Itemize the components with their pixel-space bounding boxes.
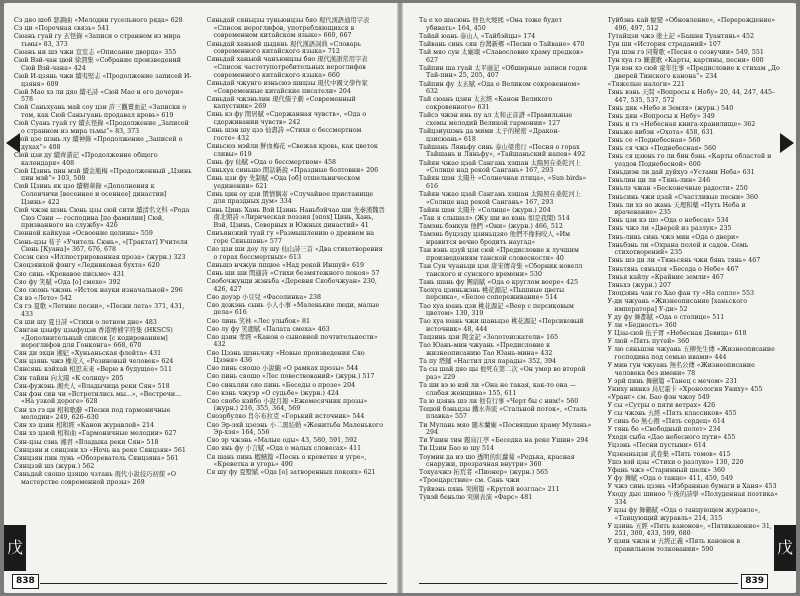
index-entry: Тайшань Ляньфу синь 泰山梁甫行 «Песня о горах Тайшань и Ляньфу», «Тайшаньский напев» 492 [419,143,586,159]
index-entry: Сюй чжэн шэнь Сюнь цзы сюй сити 續淸名文科 «Рода Сюэ Сэни — господина [по фамилии] Сюй, призванного на службу» 426 [14,206,190,230]
index-entry: Ся гэ 夏歌 «Летние песни», «Песни лета» 371, 431, 433 [14,302,185,318]
index-entry: Сян цзянь чжэ 橡皮人 «Резиновый человек» 624 [14,358,174,366]
left-thumb-tab: 戊 [4,525,26,571]
index-entry: Тяньлэ чжан «Бесконечные радости» 250 [607,185,748,193]
index-entry: Тяньсинь чжи цзай «Счастливые песни» 360 [607,193,759,201]
left-footer-rule [40,583,387,584]
index-entry: У люй «Пять путей» 360 [607,338,690,346]
index-entry: Сюй И-цзянь чжи 續夷堅志 «Продолжение записей И-цзяня» 609 [14,72,192,88]
index-entry: У сы «Сутры о пяти ветрах» 426 [607,401,716,409]
index-entry: Уходу дыс шиноо 午後的詩學 «Полуденная поэтика» 334 [607,491,779,506]
index-entry: Тяньбэнь ли «Охрана полей и садов. Семь стихотворений» 235 [607,241,749,257]
right-page-number: 839 [741,574,768,589]
index-entry: Сяо сяобо кэйбо 小說月報 «Ежемесячник прозы» (журн.) 216, 355, 364, 569 [206,397,368,413]
index-entry: Сянь Цинь Хань Вэй Цзинь Наньбэйчао ши 先秦漢魏晉南北朝詩 «Лирическая поэзия [эпох] Цинь, Хань, Вэй, Цзинь, Северных и Южных династий» 41 [206,206,385,229]
index-entry: Та пу 塔鋪 «Настил для парады» 352, 394 [419,358,557,365]
index-entry: Сюнь-цзы 荀子 «Учитель Сюнь», «[Трактат] Учителя Сюнь [Куана]» 367, 676, 678 [14,238,188,254]
index-entry: Сяобочжунди жэньба «Деревня Сяобочжуан» 230, 426, 427 [206,277,377,293]
index-entry: Тань шань фу 團扇賦 «Ода о круглом веере» 425 [419,278,579,286]
index-entry: Тяньхэ (журн.) 207 [607,281,672,289]
index-entry: Уцзэнь «Песни пустыни» 614 [607,442,706,450]
index-entry: Сянцзян пин лунь «Обозреватель Сянцзяна» 561 [14,454,179,462]
right-footer-rule [419,583,738,584]
index-entry: У эрй пинь 舞劍篇 «Танец с мечом» 231 [607,377,738,385]
index-entry: Сяо доуэр 小豆兒 «Фасолинка» 238 [206,293,322,301]
index-entry: Туйвэнь пянь 突圍篇 «Крутой возглас» 211 [419,485,560,493]
index-entry: У чжэ синь цзэнь «Избранные бумаги в Ханя» 453 [607,482,777,490]
index-entry: Тувэй беньлю 突圍表演 «Фарс» 481 [419,493,533,501]
index-entry: Сянсянь кэйхай 相思未來 «Верю в будущее» 511 [14,366,172,374]
index-entry: Сюй Цзинь пин мэй 續金瓶梅 «Продолженный „Цзинь пин мэй“» 103, 508 [14,167,192,183]
index-entry: Тайян чжао цзай Сангань хэшан 太陽照在桑乾河上 «Солнце над рекой Сангань» 167, 293 [419,159,581,175]
index-entry: Сюань ни шэ чжи 宣室志 «Описание дворца» 355 [14,48,177,56]
index-entry: Сяо лу фу 笑鹿賦 «Палата смеха» 463 [206,325,330,333]
index-entry: Сяньшэ нчжун ппцюе «Над рекой Иншуй» 619 [206,261,364,269]
index-entry: Сяо янь фу 小言賦 «Ода о малых словесах» 411 [206,445,362,453]
index-entry: Ся ши шу 夏日詩 «Стихи о летнем дне» 483 [14,318,157,326]
index-entry: Сянь ши ши 閑適詩 «Стихи безмятежного покоя» 57 [206,269,380,277]
index-entry: Сюй цзи ду 續齊諧記 «Продолжение общего календаря» 408 [14,151,158,167]
index-entry: Тяньтянь сяньцзя «Беседа о Небе» 467 [607,265,739,273]
index-entry: Сянган цзыфу цзыфуцзи 香港增補字符集 (HKSCS) «Дополнительный список [с кодированием] иероглифов для Гонконга» 668, 670 [14,326,173,350]
index-entry: Сянь цзи фу 先制賦 «Ода [об] отшельническом уединении» 621 [206,174,360,190]
index-entry: Сюй Суань гуай гу 續玄怪錄 «Продолжение „Записей о странном из мира тьмы“» 83, 373 [14,120,189,135]
index-entry: Сюй Вэй-чан цюй 徐渭集 «Собрание произведений Сюй Вэй-чана» 424 [14,57,181,72]
index-entry: Сюй Цзинь як цзо 續精華錄 «Дополнения к Соленчичи [весеннее и осеннее] династии] Цзинь» 422 [14,183,167,206]
index-entry: Тайай юань 泰山人 «Тайбэйцы» 174 [419,32,536,40]
index-entry: Тянь-линь синь чжэ мин «Ода о двери» [607,233,740,241]
index-entry: Тамэнь бэнкун 他們 «Они» (журн.) 466, 512 [419,223,563,231]
index-entry: Сяоэрбуляо 肖尓布拉克 «Горький источник» 544 [206,413,365,421]
index-entry: Тяоцзянь чан го Хао фан ту «На сопле» 553 [607,289,755,297]
index-entry: Сосэн сюэ «Иллюстрированная проза» (журн.) 323 [14,254,186,262]
index-entry: Уходя сыба «Дао небесного пути» 455 [607,434,736,442]
index-entry: Тайпин фу 太玄賦 «Ода о Великом сокровенном» 632 [419,80,581,96]
index-entry: Тао хуа юань цзи 桃花源記 «Веер с персиковым цветом» 130, 319 [419,302,574,318]
index-entry: У цзинь 五經 «Пять канонов», «Пятиканоние» 31, 251, 300, 433, 599, 680 [607,522,772,538]
index-entry: Сяньдай ханьюй цыдянь 現代漢語詞典 «Словарь современного китайского языка» 712 [206,40,361,56]
left-column-1 [14,17,193,563]
index-entry: У цзин чжэн и 五經正義 «Пять канонов в правильном толковании» 590 [607,538,740,554]
index-entry: Тяньлин ци ли «Тянь-лин» 246 [607,177,711,185]
index-entry: Уфань чжэ «Старинный шелк» 360 [607,466,725,474]
index-entry: Та е хо шасюнь 他也火燒熊 «Она тоже будет убивать» 164, 450 [419,17,563,32]
index-entry: Ти Цзин Бао ю шу 514 [419,445,494,453]
index-entry: Сюй цзе шэнь лу 續神錄 «Продолжение „Записей о духах“» 408 [14,136,183,151]
index-entry: Тайсэ чжэн инь пу ал 太和正音譜 «Правильные схемы мелодий Великой гармонии» 127 [419,112,573,127]
index-entry: Сяньдай ханьюй чанъюнцзы бяо 現代漢語常用字表 «Список частотупотребительных иероглифов современного китайского языка» 660 [206,56,368,79]
index-entry: Сяо Цзэнь шэньчжу «Новые произведения Сяо Цзэня» 436 [206,349,365,365]
left-page-columns [14,17,385,563]
index-entry: У ли «Бедность» 360 [607,321,677,329]
index-entry: Тецюй бэньцзы 鐵水奔流 «Стальной поток», «Сталь плавка» 557 [419,405,588,421]
right-page-columns [419,17,782,563]
index-entry: Тянь ся чжэ «Поднебесная» 560 [607,145,717,153]
index-entry: Сян-цзы сэнь 湘君 «Владыка реки Сян» 518 [14,438,159,446]
index-entry: Сэ дяо шоб 瑟調曲 «Мелодии гусельного ряда» 628 [14,17,183,24]
index-entry: Сян-фужэнь 湘夫人 «Владычица реки Сян» 518 [14,382,170,390]
index-entry: Тянь шэ ди ли «Тяньсянь чжи бянь тянь» 467 [607,257,761,265]
index-entry: Ся вэ «Лето» 542 [14,294,72,302]
index-entry: Тайян чжао цзай Сангань хэшан 太陽照在桑乾河上 «Солнце над рекой Сангань» 167, 293 [419,191,581,206]
index-entry: У Цзы-сюй 伍子胥 «Небесная Девица» 618 [607,329,747,337]
index-entry: У синь бо 無心撥 «Пять сердец» 614 [607,418,725,426]
index-entry: Сяньхуа синьшо 閑話新說 «Праздные болтовни» 206 [206,166,379,174]
index-entry: Сяо кэнь чжуэр «О судьбе» (журн.) 424 [206,389,339,397]
index-entry: Сянь фу 仙賦 «Ода о бессмертном» 458 [206,158,337,166]
index-entry: Сяо дожэнь сынь 小人小事 «Маленькие люди, малые дела» 616 [206,301,380,317]
index-entry: Туйбэнь кай 蛻變 «Обновление», «Перерождение» 496, 497, 512 [607,17,776,32]
index-entry: Сяо эр чжэнь «Малые оды» 43, 580, 591, 592 [206,437,358,445]
index-entry: Сяо сюэнь чжэнь «Исток науки изначальной» 296 [14,286,183,294]
index-entry: Сюй Мао хэ ли дяо 續毛詩 «Сюй Мао и его дочери» 578 [14,88,184,104]
index-entry: Сян тайян 向太陽 «К солнцу» 205 [14,374,124,382]
index-entry: Сяо пинь сяошо 小說編 «О рамках прозы» 544 [206,365,359,373]
index-entry: У сы чжэнь 五經 «Пять классиков» 455 [607,410,737,418]
index-entry: У лю сяньшэн чжуань 五柳先生傳 «Жизнеописание господина под семью ивами» 444 [607,346,775,361]
index-entry: У ду фу 舞都賦 «Ода о столице» 511 [607,313,725,321]
index-entry: Тацзинь цзи 陶金記 «Золотоискатели» 165 [419,334,559,342]
index-entry: Ти Ушин тин 題烏江亭 «Беседка на реке Ушин» 294 [419,437,589,445]
index-entry: Сян ди эхци 湘妃 «Хуньаньская флейта» 431 [14,350,162,358]
index-entry: Сяо Эр-эхй цзеэнь 小二黑結婚 «Женитьба Маленького Эр-хэя» 164, 556 [206,421,384,437]
right-arrow-tab [780,133,794,153]
index-entry: Ся шань пинь 蝦鱔篇 «Песнь о креветке и угре», «Креветка и угорь» 490 [206,453,367,469]
index-entry: Тутайцзи чжэ 塗土記 «Башня Туантянь» 452 [607,32,754,40]
index-entry: Сяо линь 笑林 «Лес улыбок» 81 [206,317,310,325]
right-thumb-tab: 戊 [774,525,796,571]
index-entry: Тун вэн хэ сюй 童年往事 «Предисловие к стихам „До дверей Тинского канона“» 234 [607,65,780,80]
index-entry: Тао Юань-мин чжуань «Предисловие к жизнеописанию Тао Юань-мина» 432 [419,342,553,357]
index-entry: Тай мяо сун 太廟頌 «Славословие храму предков» 627 [419,48,584,64]
index-entry: У фу 舞賦 «Ода о танце» 411, 459, 549 [607,474,733,482]
index-entry: Сэ ци «Порочная связь» 541 [14,25,110,33]
index-entry: Тайян шэн 太陽升 «Солнце» (журн.) 204 [419,206,551,214]
index-entry: Сяо синь «Кровавое письмо» 431 [14,270,125,278]
index-entry: Тохуачжэ 拓荒者 «Пионер» (журн.) 565 [419,469,549,477]
index-entry: Ти Мулань мяо 題木蘭廟 «Посвящаю храму Мулань» 294 [419,421,592,437]
right-column-2 [608,17,783,563]
index-entry: У-ди чжуань «Жизнеописание [ханьского императора] У-ди» 52 [607,297,748,313]
index-entry: Тайпин ша гуай 太平廣記 «Обширные записи годов Тай-пин» 25, 205, 407 [419,64,587,80]
index-entry: Тянь дян «Вопросы к Небу» 349 [607,112,715,120]
index-entry: Тянь цзи кэ шо «Ода о небесах» 534 [607,217,729,225]
index-entry: Тай сюань цзин 太玄經 «Канон Великого сокровенного» 631 [419,96,553,112]
index-entry: Тоумин да иэ шо 透明的紅蘿蔔 «Редька, красная снаружи, прозрачная внутри» 360 [419,453,575,469]
index-entry: Та ю цзянь шэ ли 他有行事 «Черт бы с ним!» 560 [419,397,579,405]
index-entry: Сян фэн син чи «Встретились мы...», «Вестречи... «На узкой дороге» 628 [14,390,182,406]
index-entry: Тао хуа юань чжи шаньцзе 桃花源記 «Персиковый источник» 48, 444 [419,318,584,334]
index-entry: Сяньдай сяньцзы туньюнцзы бяо 現代漢語通用字表 «Список иероглифов, употребляющихся в современном китайском языке» 660, 667 [206,17,370,40]
index-entry: Сяо пинь сяошо «Лес повествований» (журн.) 517 [206,373,375,381]
index-entry: Сянь шэн шу цзэ 仙壽詩 «Стихи о бессмертном госте» 432 [206,127,362,142]
index-entry: Униху нинкэ 烏尼霍卡 «Хронология Униху» 455 [607,385,763,393]
index-entry: Сяньдай чжэньлин 現代儒子劇 «Современный капустник» 269 [206,95,356,111]
index-entry: Тун хуа гэ 圖畫歌 «Карты, картины, песни» 600 [607,57,764,65]
index-entry: Тянь ся цзюнь го ли бин бэнь «Карты областей и уездов Поднебесной» 600 [607,153,772,169]
index-entry: Тяньдиэн ли дай дуйхуэ «Устами Неба» 631 [607,169,755,177]
index-entry: «Уранг» см. Бао фэн чжоу 549 [607,393,710,401]
left-page-number: 838 [12,574,39,589]
index-entry: Сяо цзи ши доу лу шу 仙山詩三首 «Два стихотворения о горах бессмертных» 613 [206,245,383,261]
index-entry: Тайцзиушэнь да мими 太子的秘密 «Дракон-цзисюань» 618 [419,127,560,143]
index-entry: Сюнной кайкуан «Освоение целины» 559 [14,230,153,238]
index-entry: Тайян шэн 太陽升 «Солнечная птица», «Sun birds» 616 [419,175,587,191]
index-entry: Таохуа цзиньжэнь 桃花源記 «Пышные цветы персика», «Белое сопереживание» 514 [419,286,565,302]
index-entry: Тайвань синь сян 台灣新鄉 «Песни о Тайване» 470 [419,40,585,48]
index-entry: Сяо синьлян сяо пинь «Беседы о прозе» 204 [206,381,356,389]
left-column-2 [207,17,386,563]
index-entry: Сянцзян и сянцзян хэ «Ночь на реке Сянцзян» 561 [14,446,186,454]
index-entry: Тянь ли хэ яо жань 天理和藥 «Путь Неба и врачевание» 235 [607,201,746,217]
index-entry: Тяньже вибэн «Охота» 458, 631 [607,129,714,137]
index-entry: «Так я слышал» (Жу ши во вэнь 如是我聞) 514 [419,215,570,223]
index-entry: Сяньсюэ мэйли 鮮血梅花 «Свежая кровь, как цветок сливы» 619 [206,142,378,158]
index-entry: Сюй Саньхуань май соу цзи 許三觀賣血記 «Записки о том, как Сюй Саньгуань продавал кровь» 619 [14,104,187,120]
index-entry: У тянь бо «Свободный полет» 234 [607,426,721,434]
index-entry: Уцзюаньцзи 武卷集 «Пять томов» 415 [607,450,731,458]
index-entry: Тамэнь буцзэду цзиньцзяо 他們不像狗咬人 «Им нравится вечно бродить наугад» [419,231,570,246]
index-entry: Сянь кэ фу 閑居賦 «Сдержанная чувств», «Ода о сдерживании чувств» 242 [206,111,367,127]
index-entry: Сяньдай чжунго вэньсюэ шицзы 現代中國文學作家 «Современные китайские писатели» 204 [206,79,368,95]
index-entry: Сяоцзянхой фэнгу «Ледниковая бухта» 620 [14,262,160,270]
index-entry: Тянь и гэ «Небесная книга-хранилище» 362 [607,121,756,129]
index-entry: Сяньдай сяошо цзяцю чзтань 現代小說技巧初探 «О мастерстве современной прозы» 269 [14,470,177,486]
right-page [403,3,796,593]
index-entry: Сяо цзин 孝經 «Канон о сыновней почтительности» 432 [206,333,378,349]
index-entry: Сянь цин оу цзи 閑情偶寄 «Случайное пристанище для праздных дум» 334 [206,190,374,206]
index-entry: У цзы фу 舞鶴賦 «Ода о танцующем журавле», «Танцующий журавль» 214, 315 [607,506,761,522]
index-entry: Сян хэ гэ ци 相和歌辭 «Песни под гармоничные мелодии» 249, 626–630 [14,406,171,422]
index-entry: Ся шу фу 夏墅賦 «Ода [о] затворенных покоях» 621 [206,469,376,477]
index-entry: Тянья кайлу «Крайние земли» 467 [607,273,724,281]
index-entry: Тянь се «Поднебесная» 560 [607,137,701,145]
index-entry: Тун шэн гэ 同聲歌 «Песня о созвучии» 549, 551 [607,48,764,56]
index-entry: «Троецарствие» см. Сань чжи [419,477,520,485]
index-entry: Та сы шай дяо цы 他死在第二次 «Он умер во второй раз» 229 [419,366,586,381]
index-entry: У мин гун чжуань 無名公傳 «Жизнеописание человека без имени» 78 [607,361,755,377]
index-entry: «Тяжелые налоги» 221 [607,80,685,88]
index-entry: Та ши вэ ю вэй ли «Она не такая, как-то она — слабая женщина» 155, 611 [419,381,576,397]
index-entry: Тянь вэнь 天問 «Вопросы к Небу» 20, 44, 247, 445–447, 535, 537, 572 [607,89,776,104]
index-entry: Сянъянский туай гу «Размышлению о древнем на горе Сяньшань» 577 [206,230,375,245]
index-entry: Сяо фу 笑賦 «Ода [о] смехе» 392 [14,278,121,286]
left-page [4,3,397,593]
index-entry: Сянцзэй шэ (журн.) 562 [14,462,95,470]
index-entry: Тянь дик «Небо и Земля» (журн.) 540 [607,104,734,112]
index-entry: Тянь чжэ ли «Дверей из разлук» 235 [607,225,732,233]
right-column-1 [419,17,594,563]
index-entry: Тан Сун чуаньци цзи 唐宋傳奇集 «Сборник новелл танского и сунского времени» 530 [419,262,583,278]
index-entry: Тун ши «История страданий» 107 [607,40,721,48]
right-page-footer [403,575,796,589]
left-page-footer [4,575,397,589]
index-entry: Ушэ вэй цзы «Стихи о разлуке» 130, 220 [607,458,744,466]
index-entry: Тан вэнь цзуй цзи сюй «Предисловие к лучшим произведениям танской словесности» 40 [419,247,579,262]
index-entry: Сян хэ цзюй 相和曲 «Гармоничные мелодии» 627 [14,430,177,438]
index-entry: Сюань гуай гу 玄怪錄 «Записи о странном из мира тьмы» 83, 373 [14,33,181,48]
index-entry: Сян хэ цзин 相和經 «Канон журавлей» 214 [14,422,155,430]
